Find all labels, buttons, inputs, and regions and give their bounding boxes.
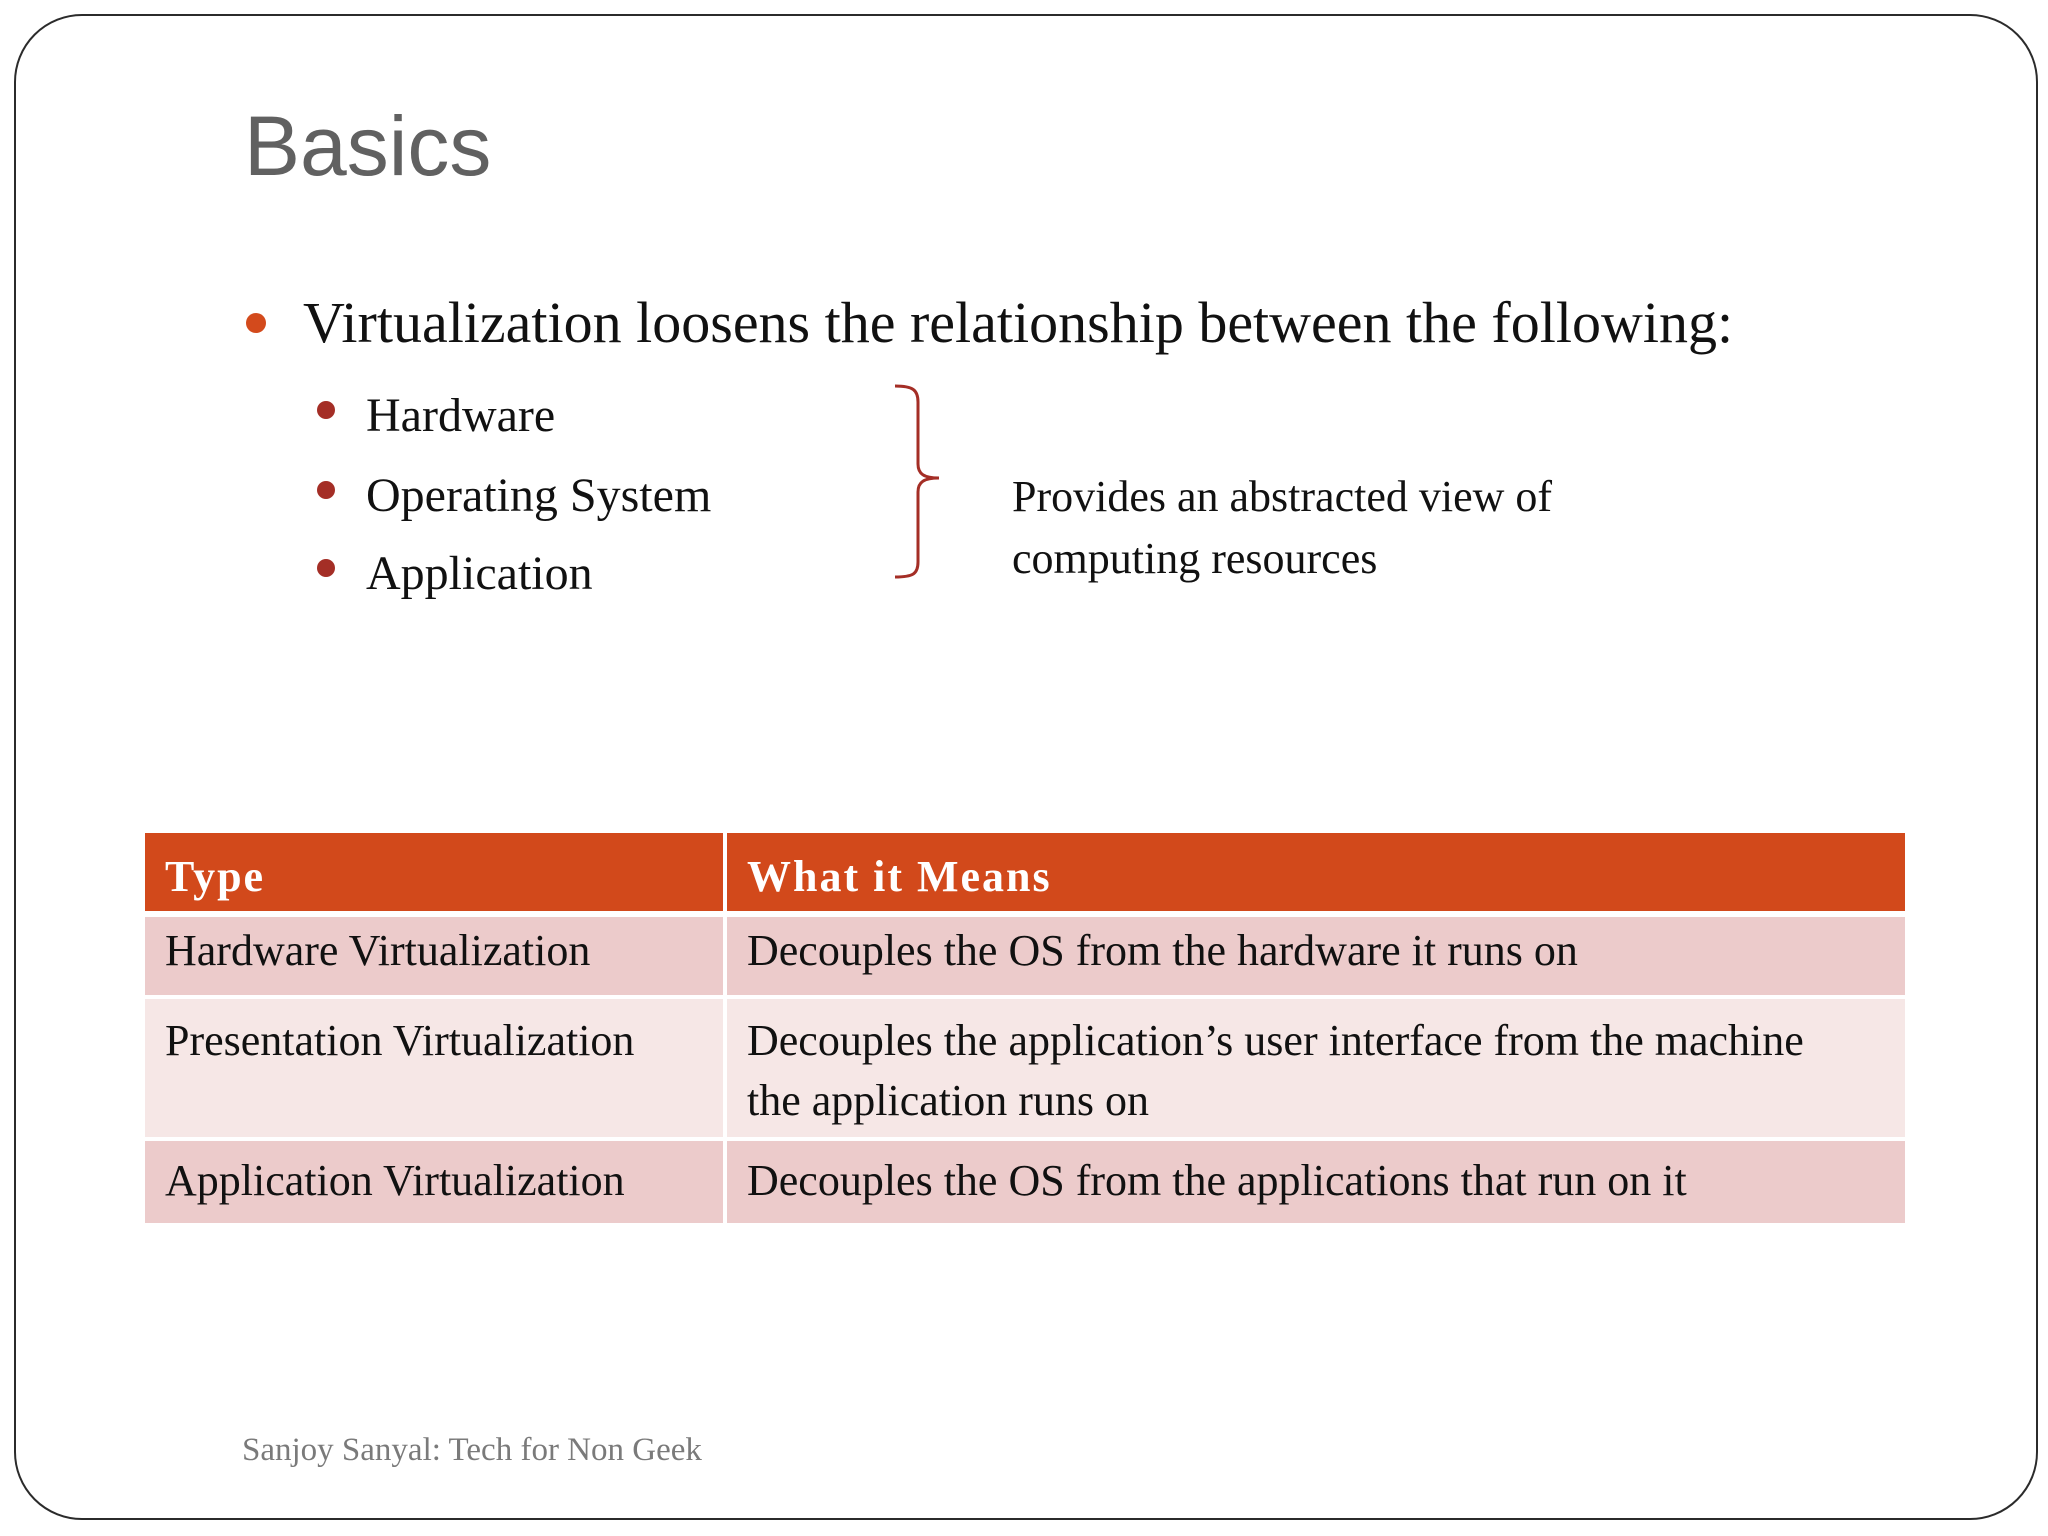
table-cell-line: the application runs on [747,1076,1150,1125]
table-cell-meaning [727,917,1905,995]
table-cell-type: Presentation Virtualization [145,999,723,1137]
sub-bullet-dot [317,481,335,499]
footer-credit: Sanjoy Sanyal: Tech for Non Geek [242,1432,702,1468]
table-cell-type: Application Virtualization [145,1141,723,1223]
main-bullet-text: Virtualization loosens the relationship between the following: [303,290,1734,355]
curly-brace-icon [891,384,951,584]
table-cell-line: Decouples the application’s user interface from the machine [747,1016,1804,1065]
table-header-meaning: What it Means [727,833,1905,911]
table-cell-meaning [727,1141,1905,1223]
table-row [145,999,1905,1137]
table-cell-line: Decouples the OS from the applications that run on it [747,1156,1687,1205]
sub-bullet-dot [317,401,335,419]
sub-item-hardware: Hardware [366,389,556,442]
table-cell-meaning [727,999,1905,1137]
slide [14,14,2038,1520]
brace-note-line: Provides an abstracted view of [1012,472,1553,521]
brace-note [1012,466,1552,590]
table-header-type: Type [145,833,723,911]
brace-note-line: computing resources [1012,534,1378,583]
table-cell-type: Hardware Virtualization [145,917,723,995]
bullet-dot [246,313,266,333]
slide-title: Basics [244,99,492,193]
table-row [145,917,1905,995]
sub-bullet-dot [317,559,335,577]
table-row [145,1141,1905,1223]
sub-item-application: Application [366,547,593,600]
table-header-row [145,833,1905,911]
sub-item-operating-system: Operating System [366,469,712,522]
table-cell-line: Decouples the OS from the hardware it runs on [747,926,1578,975]
